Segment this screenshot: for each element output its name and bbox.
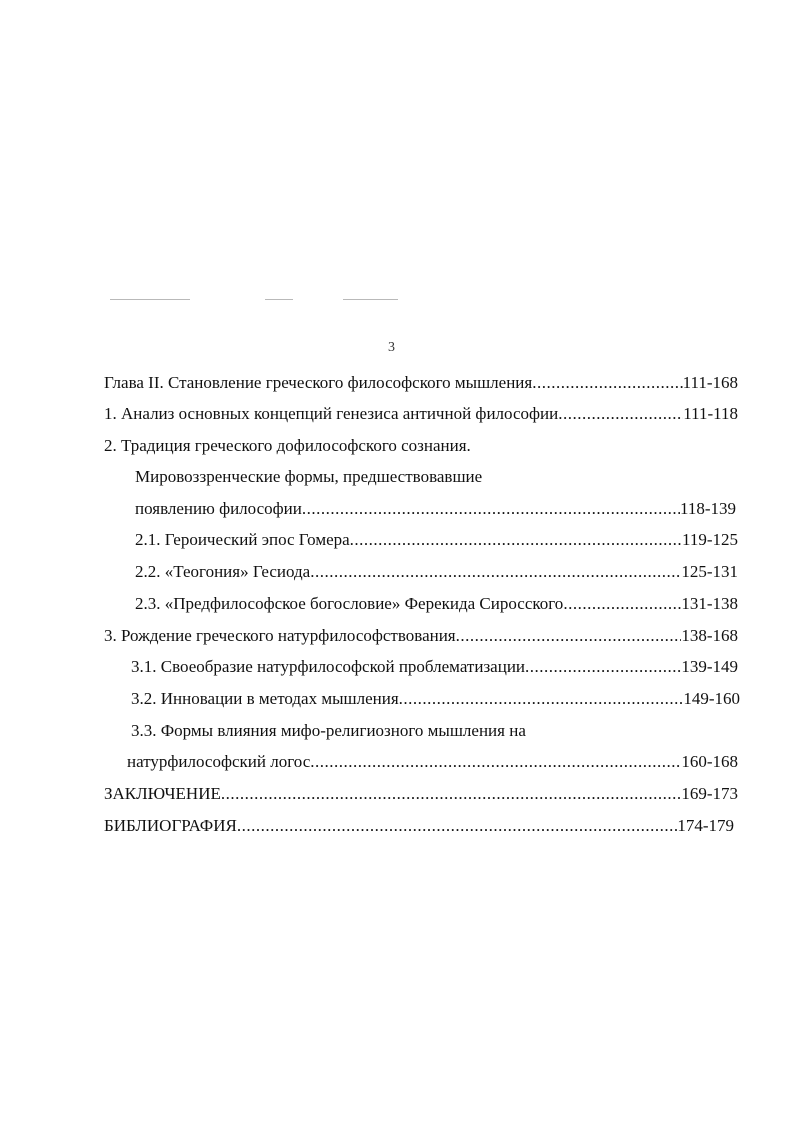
toc-entry-pages: 125-131 — [681, 562, 738, 581]
toc-entry-label: 2.1. Героический эпос Гомера — [135, 530, 350, 549]
toc-entry-pages: 111-118 — [683, 404, 738, 423]
toc-entry-pages: 160-168 — [681, 752, 738, 771]
toc-entry-label: появлению философии — [135, 499, 302, 518]
page-number: 3 — [388, 340, 395, 355]
toc-entry-pages: 118-139 — [679, 499, 736, 518]
toc-leader-dots — [310, 751, 681, 773]
toc-entry-section-1 — [104, 403, 738, 425]
toc-leader-dots — [310, 561, 681, 583]
toc-entry-label: 2.3. «Предфилософское богословие» Ферекида Сиросского — [135, 594, 564, 613]
toc-entry-pages: 139-149 — [681, 657, 738, 676]
toc-leader-dots — [563, 593, 681, 615]
toc-entry-pages: 169-173 — [681, 784, 738, 803]
scan-artifact — [265, 299, 293, 300]
toc-entry-section-2-continued — [135, 466, 482, 488]
toc-entry-label: БИБЛИОГРАФИЯ — [104, 816, 237, 835]
toc-entry-section-3-2 — [131, 688, 740, 710]
toc-entry-bibliography — [104, 815, 734, 837]
toc-entry-label: Глава II. Становление греческого философского мышления — [104, 373, 533, 392]
toc-entry-label: 3.3. Формы влияния мифо-религиозного мышления на — [131, 721, 526, 740]
toc-entry-pages: 131-138 — [681, 594, 738, 613]
toc-entry-section-3-3-end — [127, 751, 738, 773]
toc-entry-label: 2.2. «Теогония» Гесиода — [135, 562, 311, 581]
toc-entry-pages: 174-179 — [677, 816, 734, 835]
toc-entry-label: Мировоззренческие формы, предшествовавшие — [135, 467, 483, 486]
toc-entry-label: 3.1. Своеобразие натурфилософской проблематизации — [131, 657, 526, 676]
toc-leader-dots — [350, 529, 682, 551]
toc-entry-pages: 149-160 — [683, 689, 740, 708]
toc-entry-section-3-1 — [131, 656, 738, 678]
toc-entry-pages: 138-168 — [681, 626, 738, 645]
toc-leader-dots — [302, 498, 680, 520]
toc-entry-chapter-2 — [104, 372, 738, 394]
toc-leader-dots — [558, 403, 683, 425]
toc-entry-label: натурфилософский логос — [127, 752, 311, 771]
toc-entry-section-2-2 — [135, 561, 738, 583]
toc-leader-dots — [525, 656, 681, 678]
toc-entry-conclusion — [104, 783, 738, 805]
toc-entry-pages: 119-125 — [681, 530, 738, 549]
toc-leader-dots — [237, 815, 678, 837]
toc-entry-section-2-3 — [135, 593, 738, 615]
toc-entry-section-2-1 — [135, 529, 738, 551]
toc-entry-label: 3.2. Инновации в методах мышления — [131, 689, 399, 708]
toc-entry-section-3-3 — [131, 720, 526, 742]
toc-entry-label: 1. Анализ основных концепций генезиса античной философии — [104, 404, 559, 423]
toc-entry-label: ЗАКЛЮЧЕНИЕ — [104, 784, 221, 803]
toc-entry-label: 2. Традиция греческого дофилософского сознания. — [104, 436, 471, 455]
toc-leader-dots — [221, 783, 681, 805]
toc-entry-pages: 111-168 — [682, 373, 738, 392]
toc-entry-section-2 — [104, 435, 471, 457]
toc-leader-dots — [399, 688, 684, 710]
toc-entry-label: 3. Рождение греческого натурфилософствования — [104, 626, 456, 645]
scan-artifact — [110, 299, 190, 300]
toc-leader-dots — [532, 372, 682, 394]
toc-entry-section-3 — [104, 625, 738, 647]
toc-entry-section-2-end — [135, 498, 736, 520]
toc-leader-dots — [456, 625, 682, 647]
scan-artifact — [343, 299, 398, 300]
